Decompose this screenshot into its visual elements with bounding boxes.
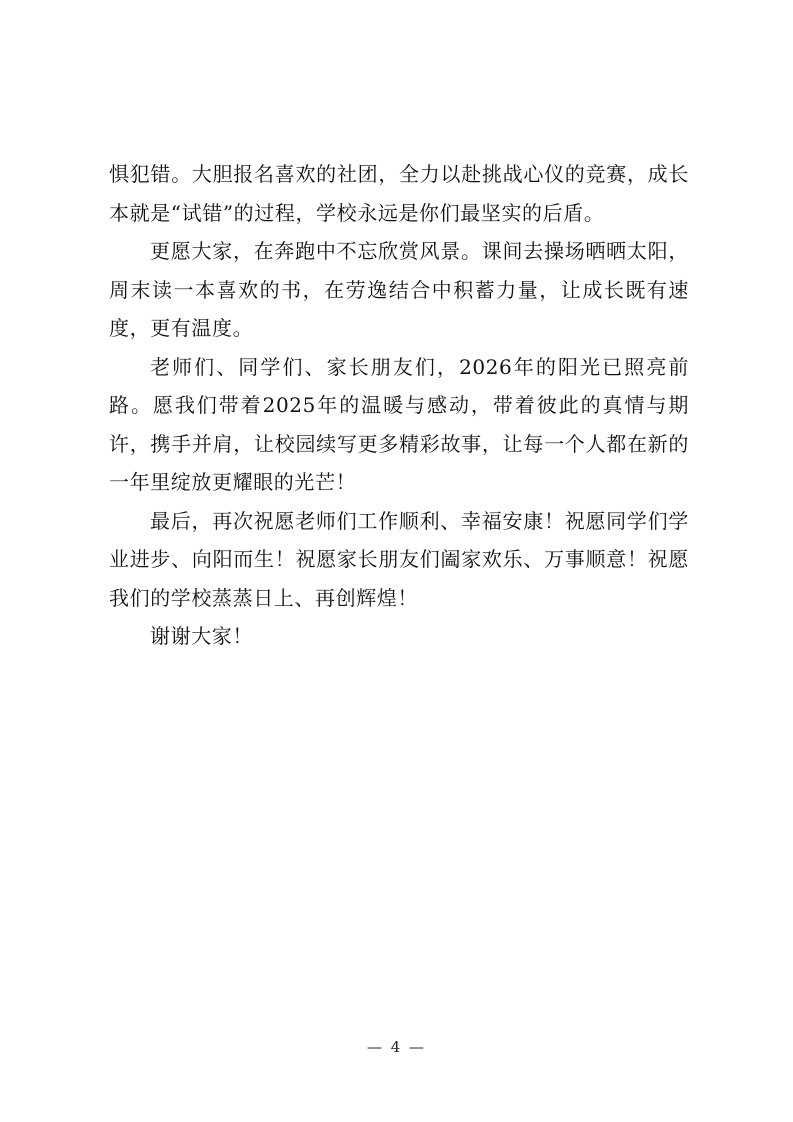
paragraph-new-year-wishes: 老师们、同学们、家长朋友们，2026年的阳光已照亮前路。愿我们带着2025年的温暖与感动，带着彼此的真情与期许，携手并肩，让校园续写更多精彩故事，让每一个人都在新的一年里绽放更耀眼的光芒！ (109, 354, 689, 494)
document-body (109, 155, 689, 656)
page-number: — 4 — (366, 1038, 427, 1056)
paragraph-enjoy-scenery: 更愿大家，在奔跑中不忘欣赏风景。课间去操场晒晒太阳，周末读一本喜欢的书，在劳逸结合中积蓄力量，让成长既有速度，更有温度。 (109, 239, 689, 340)
paragraph-closing-blessings: 最后，再次祝愿老师们工作顺利、幸福安康！祝愿同学们学业进步、向阳而生！祝愿家长朋友们阖家欢乐、万事顺意！祝愿我们的学校蒸蒸日上、再创辉煌！ (109, 508, 689, 610)
paragraph-thanks: 谢谢大家！ (150, 624, 253, 648)
paragraph-fearless-trial: 惧犯错。大胆报名喜欢的社团，全力以赴挑战心仪的竞赛，成长本就是“试错”的过程，学校永远是你们最坚实的后盾。 (109, 162, 689, 225)
